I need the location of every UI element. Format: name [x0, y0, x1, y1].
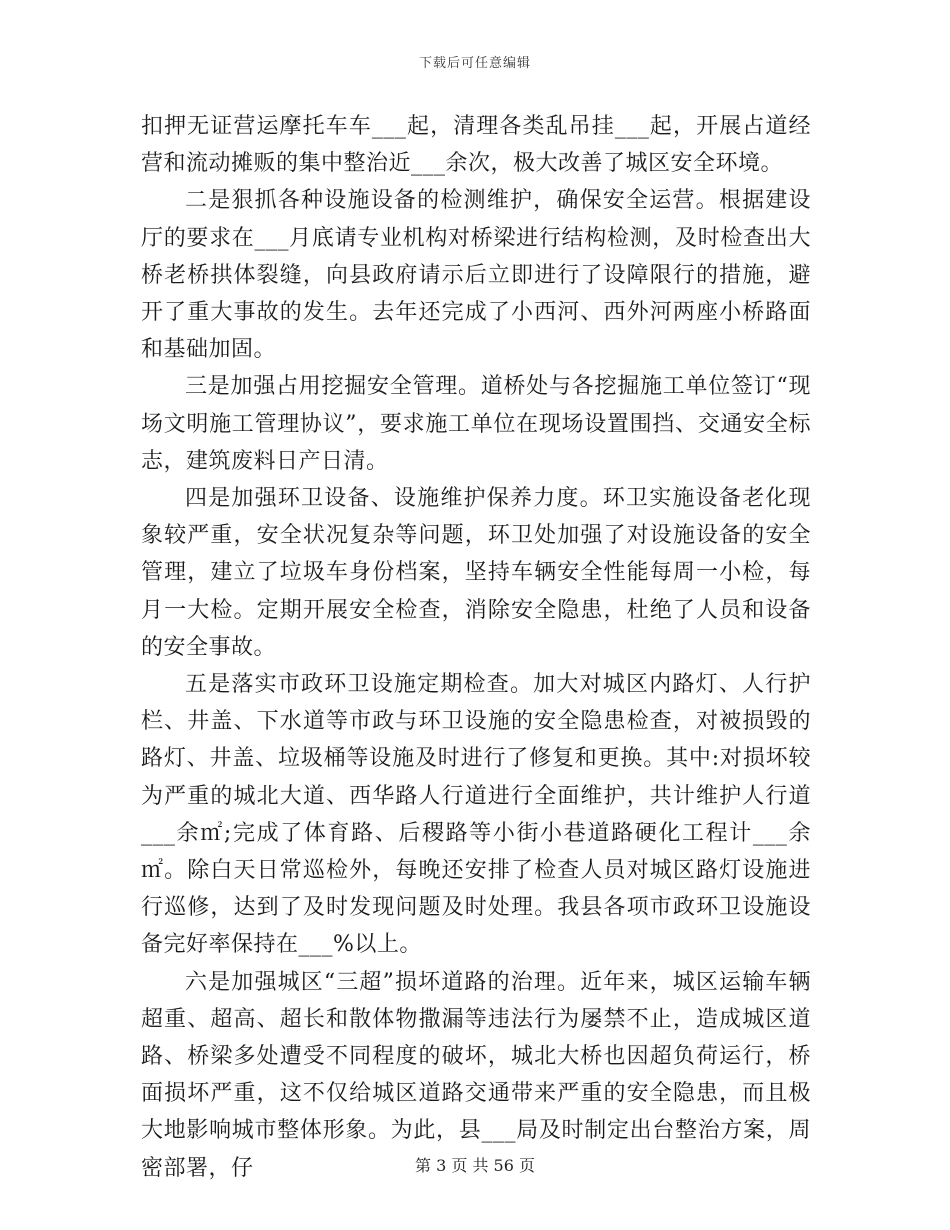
paragraph-excavation-safety: 三是加强占用挖掘安全管理。道桥处与各挖掘施工单位签订“现场文明施工管理协议”，要求施工单位在现场设置围挡、交通安全标志，建筑废料日产日清。 — [141, 374, 811, 474]
page-number: 第 3 页 共 56 页 — [415, 1156, 535, 1175]
page-header: 下载后可任意编辑 — [418, 56, 531, 71]
document-body — [141, 108, 811, 1187]
paragraph-overload-road-repair: 六是加强城区“三超”损坏道路的治理。近年来，城区运输车辆超重、超高、超长和散体物撒漏等违法行为屡禁不止，造成城区道路、桥梁多处遭受不同程度的破坏，城北大桥也因超负荷运行，桥面损坏严重，这不仅给城区道路交通带来严重的安全隐患，而且极大地影响城市整体形象。为此，县___局及时制定出台整治方案，周密部署，仔 — [141, 969, 811, 1181]
paragraph-periodic-inspection: 五是落实市政环卫设施定期检查。加大对城区内路灯、人行护栏、井盖、下水道等市政与环卫设施的安全隐患检查，对被损毁的路灯、井盖、垃圾桶等设施及时进行了修复和更换。其中:对损坏较为严重的城北大道、西华路人行道进行全面维护，共计维护人行道___余㎡;完成了体育路、后稷路等小街小巷道路硬化工程计___余㎡。除白天日常巡检外，每晚还安排了检查人员对城区路灯设施进行巡修，达到了及时发现问题及时处理。我县各项市政环卫设施设备完好率保持在___%以上。 — [141, 672, 811, 958]
paragraph-sanitation-maintenance: 四是加强环卫设备、设施维护保养力度。环卫实施设备老化现象较严重，安全状况复杂等问题，环卫处加强了对设施设备的安全管理，建立了垃圾车身份档案，坚持车辆安全性能每周一小检，每月一大检。定期开展安全检查，消除安全隐患，杜绝了人员和设备的安全事故。 — [141, 486, 811, 660]
paragraph-facility-inspection: 二是狠抓各种设施设备的检测维护，确保安全运营。根据建设厅的要求在___月底请专业机构对桥梁进行结构检测，及时检查出大桥老桥拱体裂缝，向县政府请示后立即进行了设障限行的措施，避开了重大事故的发生。去年还完成了小西河、西外河两座小桥路面和基础加固。 — [141, 188, 811, 363]
paragraph-continuation: 扣押无证营运摩托车车___起，清理各类乱吊挂___起，开展占道经营和流动摊贩的集中整治近___余次，极大改善了城区安全环境。 — [141, 114, 811, 177]
